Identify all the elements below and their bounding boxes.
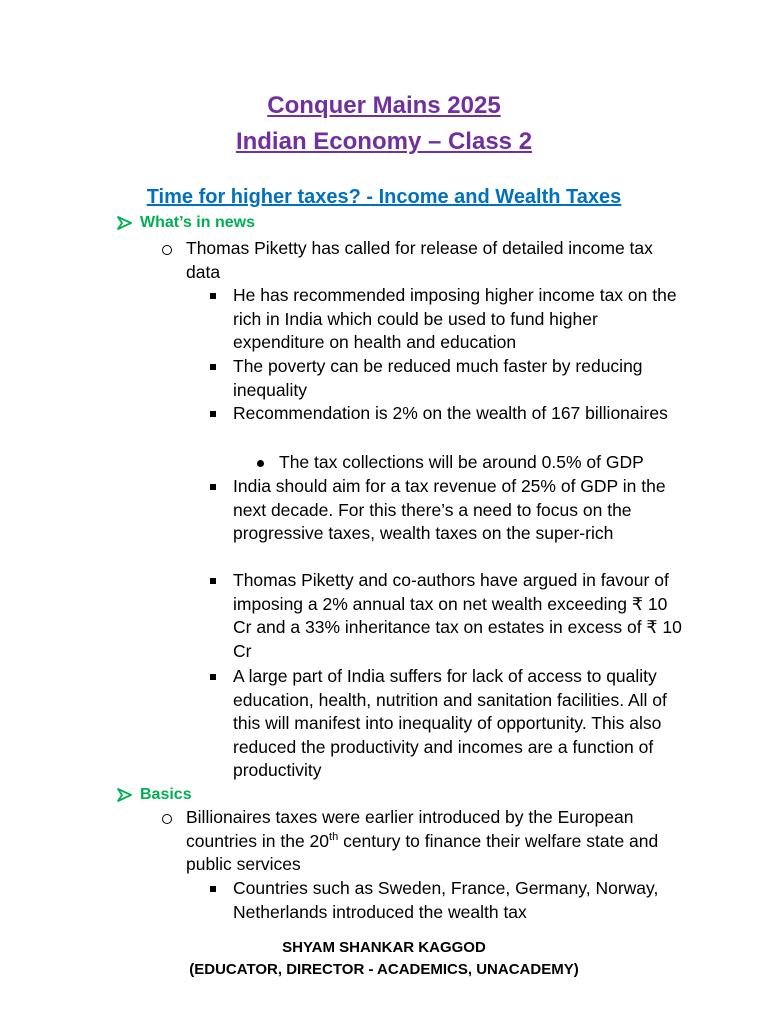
list-item <box>233 284 683 355</box>
footer-author-role: (EDUCATOR, DIRECTOR - ACADEMICS, UNACADEMY) <box>189 961 579 978</box>
document-class-title: Indian Economy – Class 2 <box>235 128 533 155</box>
square-bullet-icon <box>210 674 216 680</box>
list-item <box>233 475 683 546</box>
list-item <box>233 355 683 402</box>
list-item <box>233 877 683 924</box>
list-item-text: India should aim for a tax revenue of 25% of GDP in the next decade. For this there’s a need to focus on the progressive taxes, wealth taxes on the super-rich <box>233 476 666 543</box>
section-heading-label: Basics <box>140 786 192 803</box>
list-item-text: Thomas Piketty and co-authors have argued in favour of imposing a 2% annual tax on net wealth exceeding ₹ 10 Cr and a 33% inheritance tax on estates in excess of ₹ 10 Cr <box>233 570 682 661</box>
document-title: Conquer Mains 2025 <box>267 92 501 119</box>
list-item <box>186 237 686 284</box>
square-bullet-icon <box>210 578 216 584</box>
square-bullet-icon <box>210 886 216 892</box>
circle-bullet-icon <box>162 245 172 255</box>
square-bullet-icon <box>210 484 216 490</box>
section-heading-basics <box>116 784 192 806</box>
list-item <box>186 806 686 877</box>
list-item-text: Recommendation is 2% on the wealth of 167 billionaires <box>233 403 668 423</box>
topic-title: Time for higher taxes? - Income and Wealth Taxes <box>146 186 622 208</box>
list-item <box>233 665 683 783</box>
list-item-text-cont: century to finance their welfare state and public services <box>186 830 659 874</box>
list-item-text: Billionaires taxes were earlier introduced by the European countries in the 20 <box>186 807 634 851</box>
list-item-text: Thomas Piketty has called for release of detailed income tax data <box>186 238 653 282</box>
square-bullet-icon <box>210 293 216 299</box>
list-item <box>233 402 683 426</box>
section-heading-news <box>116 212 255 234</box>
list-item <box>233 569 683 663</box>
arrow-right-icon <box>116 788 134 802</box>
square-bullet-icon <box>210 411 216 417</box>
superscript: th <box>329 830 339 843</box>
list-item-text: The poverty can be reduced much faster by reducing inequality <box>233 356 643 400</box>
arrow-right-icon <box>116 216 134 230</box>
section-heading-label: What’s in news <box>140 214 255 231</box>
footer-author-name: SHYAM SHANKAR KAGGOD <box>282 939 486 956</box>
list-item-text: The tax collections will be around 0.5% of GDP <box>279 452 644 472</box>
list-item-text: He has recommended imposing higher income tax on the rich in India which could be used to fund higher expenditure on health and education <box>233 285 677 352</box>
circle-bullet-icon <box>162 814 172 824</box>
list-item <box>279 451 689 475</box>
dot-bullet-icon <box>257 460 264 467</box>
list-item-text: Countries such as Sweden, France, Germany, Norway, Netherlands introduced the wealth tax <box>233 878 659 922</box>
square-bullet-icon <box>210 364 216 370</box>
list-item-text: A large part of India suffers for lack of access to quality education, health, nutrition and sanitation facilities. All of this will manifest into inequality of opportunity. This also reduced the productivity and incomes are a function of productivity <box>233 666 667 780</box>
